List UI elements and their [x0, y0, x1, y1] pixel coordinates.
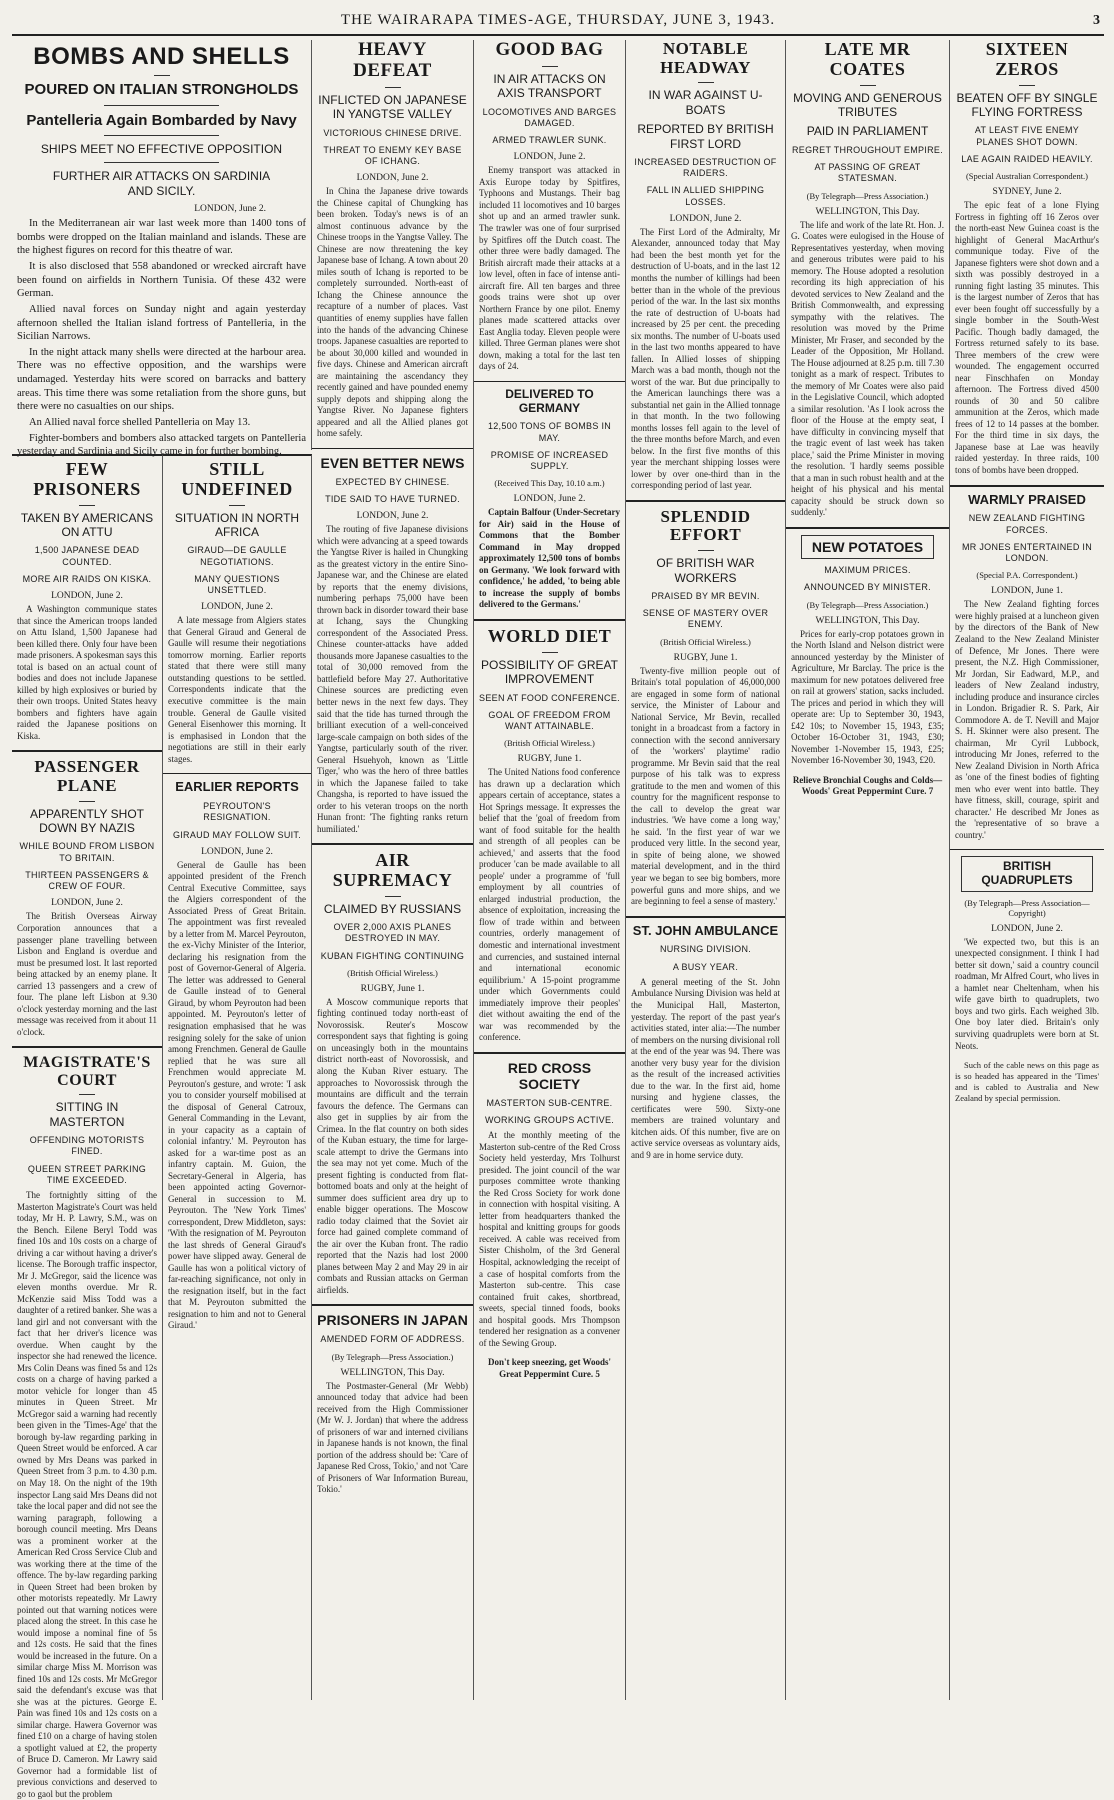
lead-para: In the night attack many shells were directed at the harbour area. There was no effective opposition, and the warships were undamaged. Yesterday hits were scored on barracks and battery areas. This time there was some retaliation from the shore guns, but there were no casualties on our ships.	[17, 346, 306, 413]
even-better-headline: EVEN BETTER NEWS	[320, 454, 465, 471]
magistrates-body: The fortnightly sitting of the Masterton Magistrate's Court was held today, Mr H. P. Lawry, S.M., was on the Bench. Eilene Beryl Todd was fined 10s and 10s costs on a charge of driving a car without having a driver's license. The Borough traffic inspector, Mr J. McGregor, said the licence was eleven months overdue. Mr R. McKenzie said Miss Todd was a daughter of a retired banker. She was a land girl and not conversant with the fact that her driver's licence was overdue. When caught by the inspector she had renewed the licence. Mrs Colin Deans was fined 5s and 12s costs on a charge of having parked a motor vehicle for longer than 45 minutes in Queen Street. Mr McGregor said a warning had recently been given in the 'Times-Age' that the borough by-law regarding parking in Queen Street would be enforced. A car owned by Mrs Deans was parked in Queen Street from 3 p.m. to 4.30 p.m. on May 18. On the night of the 19th inspector Lang said Mrs Deans did not take the local paper and did not see the warning paragraph, following a borough council meeting. Mrs Deans was a prominent worker at the American Red Cross Service Club and was working there at the time of the offence. The by-law regarding parking in Queen Street had been broken by other motorists repeatedly. Mr Lawry pointed out that warning notices were placed along the street. In this case he would impose a nominal fine of 5s and 12s costs. He said that the fines would be increased in the future. On a similar charge Miss M. Morrison was fined 10s and 12s costs. Mr McGregor said the defendant's excuse was that she was at the pictures. George E. Pain was fined 10s and 12s costs on a similar charge. Hawera Governor was fined £10 on a charge of having stolen a spotlight valued at £2, the property of Bruce D. Cameron. Mr Lawry said Governor had a formidable list of previous convictions and deserved to go to gaol but the problem	[17, 1190, 157, 1799]
column-1	[12, 454, 163, 1799]
even-better-deck-2: TIDE SAID TO HAVE TURNED.	[325, 494, 460, 504]
still-undefined-deck-3: MANY QUESTIONS UNSETTLED.	[194, 573, 280, 596]
still-undefined-deck-2: GIRAUD—DE GAULLE NEGOTIATIONS.	[187, 545, 287, 567]
lead-deck-2: Pantelleria Again Bombarded by Navy	[26, 111, 297, 129]
prisoners-japan-dateline: WELLINGTON, This Day.	[340, 1367, 445, 1378]
good-bag-headline: GOOD BAG	[495, 39, 604, 60]
late-coates-body: The life and work of the late Rt. Hon. J. G. Coates were eulogised in the House of Representatives yesterday, when moving and generous tributes were paid to his memory. The House adopted a resolution recording its high appreciation of his devoted services to New Zealand and the British Commonwealth, and expressing sympathy with the relatives. The resolution was moved by the Prime Minister, Mr Fraser, and seconded by the Leader of the Opposition, Mr Holland. The House adjourned at 8.25 p.m. till 7.30 tonight as a mark of respect. Tributes to the memory of Mr Coates were also paid in the Legislative Council, which adopted a similar resolution. 'As I look across the floor of the House at the empty seat, I have difficulty in convincing myself that the tragic event of last week has taken place,' said the Prime Minister in moving the resolution. 'I hardly seems possible that a man in such robust health and at the height of his physical and his mental capacity should be struck down so suddenly.'	[791, 219, 944, 518]
earlier-reports-body: General de Gaulle has been appointed president of the French Central Executive Committee, says the Algiers correspondent of the Associated Press of Great Britain. The appointment was first revealed by a letter from M. Marcel Peyrouton, the ex-Vichy Minister of the Interior, declaring his resignation from the post of Governor-General of Algeria. The letter was addressed to General de Gaulle instead of to General Giraud, by whom Peyrouton had been appointed. M. Peyrouton's letter of resignation emphasised that he was resigning solely for the sake of union among Frenchmen. General de Gaulle replied that he was sure all Frenchmen would appreciate M. Peyrouton's gesture, and wrote: 'I ask you to consider yourself mobilised at the disposal of General Catroux, General Commanding in the Levant, in your capacity as a captain of colonial infantry.' M. Peyrouton has asked for a war-time post as an infantry captain. M. Guion, the Secretary-General in Algeria, has been appointed acting Governor-General in succession to M. Peyrouton. The 'New York Times' correspondent, Drew Middleton, says: 'With the resignation of M. Peyrouton the last shreds of General Giraud's power have slipped away. General de Gaulle has won a political victory of far-reaching significance, not only in the resignation itself, but in the fact that M. Peyrouton submitted the resignation to him and not to General Giraud.'	[168, 859, 306, 1331]
column-2	[163, 454, 312, 1700]
air-supremacy-dateline: RUGBY, June 1.	[360, 983, 425, 994]
passenger-plane-dateline: LONDON, June 2.	[51, 898, 123, 909]
late-coates-credit: (By Telegraph—Press Association.)	[806, 190, 929, 201]
new-potatoes-credit: (By Telegraph—Press Association.)	[806, 599, 929, 610]
earlier-reports-deck-1: PEYROUTON'S RESIGNATION.	[203, 801, 271, 823]
good-bag-deck-3: ARMED TRAWLER SUNK.	[492, 135, 607, 146]
passenger-plane-deck-1: APPARENTLY SHOT DOWN BY NAZIS	[29, 806, 145, 836]
notable-headway-deck-1: IN WAR AGAINST U-BOATS	[648, 88, 763, 117]
lead-dateline: LONDON, June 2.	[194, 204, 266, 215]
air-supremacy-deck-1: CLAIMED BY RUSSIANS	[323, 901, 462, 916]
delivered-deck-2: PROMISE OF INCREASED SUPPLY.	[490, 449, 609, 472]
heavy-defeat-headline: HEAVY DEFEAT	[353, 39, 432, 81]
sixteen-zeros-deck-2: AT LEAST FIVE ENEMY PLANES SHOT DOWN.	[974, 125, 1080, 147]
good-bag-body: Enemy transport was attacked in Axis Europe today by Spitfires, Typhoons and Mustangs. Their bag included 11 locomotives and 10 barges shot up and an armed trawler sunk. The trawler was one of four surprised by Spitfires off the Dutch coast. The other three were badly damaged. The British aircraft made their attacks at a low level, often in face of intense anti-aircraft fire. All ten barges and three goods trains were shot up over Northern France by one pilot. Enemy planes made scattered attacks over East Anglia today. Eleven people were killed. Three German planes were shot down, making a total for the last ten days of 24.	[479, 165, 620, 372]
warmly-praised-deck-1: NEW ZEALAND FIGHTING FORCES.	[968, 513, 1086, 535]
quadruplets-headline: BRITISH QUADRUPLETS	[961, 856, 1093, 892]
lead-para: In the Mediterranean air war last week more than 1400 tons of bombs were dropped on the Italian mainland and islands. These are the highest figures on record for this theatre of war.	[17, 218, 306, 257]
page-number: 3	[1093, 13, 1100, 28]
few-prisoners-deck-2: 1,500 JAPANESE DEAD COUNTED.	[34, 545, 140, 567]
magistrates-deck-2: OFFENDING MOTORISTS FINED.	[29, 1135, 145, 1157]
delivered-deck-1: 12,500 TONS OF BOMBS IN MAY.	[487, 421, 612, 443]
new-potatoes-dateline: WELLINGTON, This Day.	[815, 615, 920, 626]
red-cross-body: At the monthly meeting of the Masterton sub-centre of the Red Cross Society held yesterday, Mrs Tolhurst presided. The joint council of the war purposes committee wrote thanking the Red Cross Society for work done in connection with hospital visiting. A letter from headquarters thanked the hospital and knitting groups for goods received. A cable was received from Sister Chisholm, of the 3rd General Hospital, acknowledging the receipt of a case of hospital comforts from the Masterton sub-centre. This case contained fruit cakes, shortbread, sweets, special tinned foods, books and hospital goods. Mrs Thompson tendered her resignation as a convener of the Sewing Group.	[479, 1130, 620, 1348]
quadruplets-dateline: LONDON, June 2.	[991, 923, 1063, 934]
notable-headway-body: The First Lord of the Admiralty, Mr Alexander, announced today that May had been the best month yet for the destruction of U-boats, and in the last 12 months the number of killings had been better than in the whole of the previous period of the war. In the last six months the rate of destruction of U-boats had increased by 25 per cent. the preceding six months. The number of U-boats used in the last two months appeared to have fallen. In Allied losses of shipping March was a bad month, though not the worst of the war. But due principally to the American launchings there was a substantial net gain in the Allied tonnage in that month. In the two following months losses fell again to the level of the three months before March, and even below. In the first five months of this year the merchant shipping losses were lower by over one-third than in the corresponding period of last year.	[631, 226, 780, 491]
sixteen-zeros-headline: SIXTEEN ZEROS	[985, 39, 1069, 79]
air-supremacy-deck-2: OVER 2,000 AXIS PLANES DESTROYED IN MAY.	[333, 922, 452, 944]
quadruplets-credit: (By Telegraph—Press Association—Copyright)	[964, 897, 1090, 918]
few-prisoners-headline: FEW PRISONERS	[33, 459, 141, 499]
new-potatoes-headline: NEW POTATOES	[801, 535, 934, 559]
world-diet-headline: WORLD DIET	[487, 625, 612, 646]
magistrates-deck-3: QUEEN STREET PARKING TIME EXCEEDED.	[27, 1163, 147, 1185]
notable-headway-headline: NOTABLE HEADWAY	[660, 39, 751, 77]
magistrates-headline: MAGISTRATE'S COURT	[23, 1054, 151, 1089]
world-diet-dateline: RUGBY, June 1.	[517, 754, 582, 765]
warmly-praised-headline: WARMLY PRAISED	[968, 491, 1086, 507]
lead-body	[17, 217, 306, 459]
columns	[12, 36, 1104, 1799]
earlier-reports-headline: EARLIER REPORTS	[175, 779, 299, 795]
splendid-effort-body: Twenty-five million people out of Britain's total population of 46,000,000 are engaged in some form of national service, the Minister of Labour and National Service, Mr Bevin, recalled tonight in a broadcast from a factory in connection with the second anniversary of the 'workers' playtime' radio programme. Mr Bevin said that the real purpose of his talk was to express gratitude to the men and women of this country for the magnificent response to the call to develop the great war industries. 'We have come a long way,' he said. 'In the first year of war we produced very little. In the second year, in spite of being alone, we showed material development, and in the third year we began to see big bombers, more powerful guns and more ships, and we are beginning to feel a sense of mastery.'	[631, 665, 780, 907]
red-cross-headline: RED CROSS SOCIETY	[507, 1059, 592, 1092]
st-john-body: A general meeting of the St. John Ambulance Nursing Division was held at the Municipal Hall, Masterton, yesterday. The report of the past year's activities stated, inter alia:—The number of members on the nursing divisional roll at the end of the year was 94. There was another very busy year for the division as the result of the increased activities due to the war. In the first aid, home nursing and hygiene classes, the certificates were 590. Sixty-one members are trained voluntary and kitchen aids. Of this number, five are on active service overseas as voluntary aids, and 9 are in home service duty.	[631, 976, 780, 1160]
lead-deck-3: SHIPS MEET NO EFFECTIVE OPPOSITION	[40, 141, 283, 156]
sixteen-zeros-deck-1: BEATEN OFF BY SINGLE FLYING FORTRESS	[956, 90, 1098, 119]
delivered-dateline: LONDON, June 2.	[513, 494, 586, 505]
few-prisoners-deck-1: TAKEN BY AMERICANS ON ATTU	[20, 510, 154, 539]
column-3	[312, 40, 474, 1700]
column-7	[950, 40, 1104, 1700]
late-coates-headline: LATE MR COATES	[824, 39, 911, 79]
air-supremacy-body: A Moscow communique reports that fighting continued today north-east of Novorossisk. Reuter's Moscow correspondent says that fighting is going on unceasingly both in the mountains district north-east of Novorossisk, and along the Kuban River estuary. The approaches to Novorossisk through the mountains are difficult and the terrain favours the defence. The Germans can also get in supplies by air from the Crimea. In the flat country on both sides of the Kuban estuary, the time for large-scale attempt to drive the Germans into the sea may not yet come. Much of the present fighting is conducted from flat-bottomed boats and only at the height of summer does sufficient area dry up to enable bigger operations. The Moscow radio today claimed that the Soviet air force had gained complete command of the air over the Kuban front. The radio reported that the Nazis had lost 2000 planes between May 2 and May 29 in air combats and Russian attacks on German airfields.	[317, 996, 468, 1295]
column-6	[786, 40, 950, 1700]
heavy-defeat-deck-2: VICTORIOUS CHINESE DRIVE.	[323, 127, 462, 138]
red-cross-deck-1: MASTERTON SUB-CENTRE.	[486, 1097, 613, 1108]
sixteen-zeros-deck-3: LAE AGAIN RAIDED HEAVILY.	[961, 153, 1093, 164]
passenger-plane-deck-3: THIRTEEN PASSENGERS & CREW OF FOUR.	[25, 869, 149, 892]
ad-bronchial: Relieve Bronchial Coughs and Colds—Woods' Great Peppermint Cure. 7	[792, 774, 943, 797]
new-potatoes-body: Prices for early-crop potatoes grown in the North Island and Nelson district were announced yesterday by the Minister of Agriculture, Mr Barclay. The price is the maximum for new potatoes delivered free on rail at growers' station, sacks included. The prices and period in which they will operate are: Up to September 30, 1943, £42 10s; to November 15, 1943, £35; October 16-October 31, 1943, £30; November 1-November 15, 1943, £25; November 16-November 30, 1943, £20.	[791, 628, 944, 766]
lead-para: An Allied naval force shelled Pantelleria on May 13.	[29, 417, 251, 429]
world-diet-credit: (British Official Wireless.)	[504, 738, 595, 749]
heavy-defeat-deck-1: INFLICTED ON JAPANESE IN YANGTSE VALLEY	[318, 92, 467, 122]
world-diet-body: The United Nations food conference has drawn up a declaration which appears certain of acceptance, states a Hot Springs message. It expresses the belief that the 'goal of freedom from want of food suitable for the health and strength of all peoples can be achieved,' and asserts that the food producer 'can be made available to all people' under a programme of 'full employment by all countries of enlarged industrial production, the absence of exploitation, increasing the flow of trade within and between countries, orderly management of domestic and international investment and currencies, and sustained internal and international economic equilibrium.' A 15-point programme under which Governments could immediately improve their peoples' diet without awaiting the end of the war was recommended by the conference.	[479, 767, 620, 1043]
still-undefined-body: A late message from Algiers states that General Giraud and General de Gaulle will resume their negotiations tomorrow morning. Earlier reports stated that there were still many outstanding questions to be settled. Correspondents indicate that the executive committee is the main trouble. General de Gaulle visited General Eisenhower this morning. It is emphasised in London that the negotiations are still in their early stages.	[168, 615, 306, 764]
masthead	[12, 6, 1104, 36]
good-bag-deck-1: IN AIR ATTACKS ON AXIS TRANSPORT	[493, 71, 606, 101]
late-coates-deck-3: REGRET THROUGHOUT EMPIRE.	[791, 144, 944, 155]
world-diet-deck-2: SEEN AT FOOD CONFERENCE.	[479, 692, 620, 703]
earlier-reports-deck-2: GIRAUD MAY FOLLOW SUIT.	[172, 829, 302, 840]
lead-story	[12, 40, 312, 458]
late-coates-dateline: WELLINGTON, This Day.	[815, 206, 920, 217]
prisoners-japan-credit: (By Telegraph—Press Association.)	[331, 1351, 454, 1362]
warmly-praised-dateline: LONDON, June 1.	[991, 586, 1063, 597]
air-supremacy-deck-3: KUBAN FIGHTING CONTINUING	[320, 950, 465, 961]
notable-headway-deck-2: REPORTED BY BRITISH FIRST LORD	[637, 122, 774, 151]
earlier-reports-dateline: LONDON, June 2.	[201, 846, 273, 857]
lead-deck-4: FURTHER AIR ATTACKS ON SARDINIA AND SICILY.	[52, 169, 271, 198]
red-cross-deck-2: WORKING GROUPS ACTIVE.	[484, 1115, 615, 1126]
newspaper-page	[12, 6, 1104, 1799]
splendid-effort-deck-3: SENSE OF MASTERY OVER ENEMY.	[642, 608, 769, 630]
few-prisoners-body: A Washington communique states that since the American troops landed on Attu Island, 1,500 Japanese had been killed there. Only four have been made prisoners. A spokesman says this total is based on an actual count of bodies and does not include Japanese killed by high explosives or buried by their own troops. United States heavy bombers and fighters have again raided the Japanese positions on Kiska.	[17, 604, 157, 741]
splendid-effort-headline: SPLENDID EFFORT	[660, 506, 751, 545]
quadruplets-body: 'We expected two, but this is an unexpected consignment. I think I had better sit down,' said a country council roadman, Mr Alfred Court, who lives in a hamlet near Cheltenham, when his wife gave birth to quadruplets, two boys and two girls. Each weighed 3lb. One boy later died. Britain's only surviving quadruplets were born at St. Neots.	[955, 936, 1099, 1051]
heavy-defeat-dateline: LONDON, June 2.	[356, 173, 429, 184]
delivered-headline: DELIVERED TO GERMANY	[505, 386, 594, 415]
splendid-effort-dateline: RUGBY, June 1.	[673, 652, 738, 663]
world-diet-deck-3: GOAL OF FREEDOM FROM WANT ATTAINABLE.	[488, 709, 611, 732]
passenger-plane-headline: PASSENGER PLANE	[34, 757, 140, 795]
still-undefined-headline: STILL UNDEFINED	[181, 459, 293, 499]
delivered-credit: (Received This Day, 10.10 a.m.)	[494, 478, 605, 489]
prisoners-japan-headline: PRISONERS IN JAPAN	[317, 1312, 468, 1329]
even-better-dateline: LONDON, June 2.	[356, 511, 429, 522]
warmly-praised-deck-2: MR JONES ENTERTAINED IN LONDON.	[961, 541, 1093, 564]
lead-deck-1: POURED ON ITALIAN STRONGHOLDS	[24, 81, 299, 99]
late-coates-deck-4: AT PASSING OF GREAT STATESMAN.	[814, 162, 921, 184]
column-5	[626, 40, 786, 1700]
passenger-plane-deck-2: WHILE BOUND FROM LISBON TO BRITAIN.	[19, 841, 155, 863]
column-4	[474, 40, 626, 1700]
late-coates-deck-2: PAID IN PARLIAMENT	[806, 124, 929, 139]
lead-headline: BOMBS AND SHELLS	[33, 43, 290, 70]
sixteen-zeros-credit: (Special Australian Correspondent.)	[965, 171, 1089, 182]
st-john-headline: ST. JOHN AMBULANCE	[632, 922, 779, 938]
footer-note: Such of the cable news on this page as is so headed has appeared in the 'Times' and is cabled to Australia and New Zealand by special permission.	[955, 1060, 1099, 1103]
warmly-praised-body: The New Zealand fighting forces were highly praised at a luncheon given by the directors of the Bank of New Zealand to the New Zealand Minister of Defence, Mr Jones. There were present, the N.Z. High Commissioner, Mr Jordan, Sir Eadward, M.P., and leaders of New Zealand industry, including produce and insurance circles in London. Brigadier R. S. Park, Air Commodore A. de T. Nevill and Major S. H. Skinner were also present. The chairman, Mr Cyril Lubbock, introducing Mr Jones, referred to the New Zealand Division in North Africa as 'one of the finest bodies of fighting men who ever went into battle. They have fitness, skill, courage, spirit and character.' He described Mr Jones as the 'representative of so brave a country.'	[955, 599, 1099, 840]
notable-headway-dateline: LONDON, June 2.	[669, 213, 742, 224]
still-undefined-deck-1: SITUATION IN NORTH AFRICA	[174, 510, 300, 539]
splendid-effort-deck-1: OF BRITISH WAR WORKERS	[656, 556, 755, 585]
warmly-praised-credit: (Special P.A. Correspondent.)	[976, 570, 1078, 581]
heavy-defeat-body: In China the Japanese drive towards the Chinese capital of Chungking has been broken. Today's news is of an almost continuous advance by the Chinese troops in the Yangtse Valley. The Chinese are now threatening the key Japanese base of Ichang. A town about 20 miles south of Ichang is reported to be completely surrounded. North-east of Ichang the Chinese announce the recapture of a number of places. Vast quantities of enemy supplies have fallen into the hands of the advancing Chinese troops. Japanese casualties are reported to be about 30,000 killed and wounded in five days. Chinese and American aircraft are maintaining the ascendancy they recently gained and have pounded enemy supply depots and shipping along the Yangtse River. No Japanese fighters appeared and all the Allied planes got home safely.	[317, 186, 468, 439]
good-bag-deck-2: LOCOMOTIVES AND BARGES DAMAGED.	[482, 106, 617, 128]
few-prisoners-dateline: LONDON, June 2.	[51, 591, 123, 602]
lead-para: Fighter-bombers and bombers also attacked targets on Pantelleria yesterday and Sardinia and Sicily came in for further bombing.	[17, 432, 306, 458]
masthead-title: THE WAIRARAPA TIMES-AGE, THURSDAY, JUNE 3, 1943.	[340, 11, 776, 28]
air-supremacy-headline: AIR SUPREMACY	[332, 850, 453, 890]
splendid-effort-credit: (British Official Wireless.)	[660, 636, 751, 647]
lead-para: It is also disclosed that 558 abandoned or wrecked aircraft have been found on airfields in Northern Tunisia. Of these 432 were German.	[17, 260, 306, 300]
splendid-effort-deck-2: PRAISED BY MR BEVIN.	[651, 590, 760, 601]
prisoners-japan-body: The Postmaster-General (Mr Webb) announced today that advice had been received from the High Commissioner (Mr W. J. Jordan) that where the address of prisoners of war and interned civilians in Japanese hands is not known, the final portion of the address should be: 'Care of Japanese Red Cross, Tokio,' and not 'Care of Prisoners of War Information Bureau, Tokio.'	[317, 1380, 468, 1495]
air-supremacy-credit: (British Official Wireless.)	[347, 967, 438, 978]
heavy-defeat-deck-3: THREAT TO ENEMY KEY BASE OF ICHANG.	[323, 144, 462, 167]
notable-headway-deck-4: FALL IN ALLIED SHIPPING LOSSES.	[646, 185, 765, 207]
late-coates-deck-1: MOVING AND GENEROUS TRIBUTES	[793, 90, 942, 119]
delivered-body: Captain Balfour (Under-Secretary for Air) said in the House of Commons that the Bomber Command in May dropped approximately 12,500 tons of bombs on Germany. 'We look forward with confidence,' he added, 'to being able to increase the supply of bombs delivered to the Germans.'	[479, 507, 620, 610]
st-john-deck-1: NURSING DIVISION.	[659, 944, 752, 955]
sixteen-zeros-dateline: SYDNEY, June 2.	[992, 187, 1062, 198]
new-potatoes-deck-2: ANNOUNCED BY MINISTER.	[804, 582, 931, 593]
even-better-body: The routing of five Japanese divisions which were advancing at a speed towards the Yangtse River is hailed in Chungking as the greatest victory in the entire Sino-Japanese war, and the Chinese are elated by reports that the enemy divisions, numbering perhaps 75,000 have been thrown back in disorder toward their base at Ichang, says the Chungking correspondent of the Associated Press. Chinese counter-attacks have added thousands more Japanese casualties to the total of 30,000 removed from the battlefield before May 27. Authoritative Chinese sources are predicting even better news in the next few days. They said that the tide has turned through the brilliant execution of a well-conceived large-scale campaign on both sides of the Yangtse, particularly south of the river. General Hsuehyoh, known as 'Little Tiger,' who was the hero of three battles in which the Japanese failed to take Changsha, is reported to have issued the order to his veteran troops on the north Hunan front: 'The fighting ranks return humiliated.'	[317, 524, 468, 834]
good-bag-dateline: LONDON, June 2.	[513, 152, 586, 163]
passenger-plane-body: The British Overseas Airway Corporation announces that a passenger plane travelling between Lisbon and England is overdue and must be presumed lost. It last reported being attacked by an enemy plane. It carried 13 passengers and a crew of four. The plane left Lisbon at 9.30 o'clock yesterday morning and the last message was received from it about 11 o'clock.	[17, 911, 157, 1037]
few-prisoners-deck-3: MORE AIR RAIDS ON KISKA.	[22, 573, 152, 584]
lead-para: Allied naval forces on Sunday night and again yesterday afternoon shelled the Italian island fortress of Pantelleria, in the Sicilian Narrows.	[17, 303, 306, 343]
still-undefined-dateline: LONDON, June 2.	[201, 602, 273, 613]
ad-peppermint: Don't keep sneezing, get Woods' Great Peppermint Cure. 5	[487, 1357, 612, 1379]
notable-headway-deck-3: INCREASED DESTRUCTION OF RAIDERS.	[634, 156, 777, 179]
magistrates-deck-1: SITTING IN MASTERTON	[49, 1100, 125, 1129]
prisoners-japan-deck-1: AMENDED FORM OF ADDRESS.	[320, 1334, 465, 1345]
sixteen-zeros-body: The epic feat of a lone Flying Fortress in fighting off 16 Zeros over the north-east New Guinea coast is the highlight of General MacArthur's communique today. Five of the Japanese fighters were shot down and a sixth was possibly destroyed in a running fight lasting 35 minutes. This is the largest number of Zeros that has ever been fought off successfully by a single bomber in the South-West Pacific. Though badly damaged, the Fortress returned safely to its base. Three members of the crew were wounded. The engagement occurred near Finschhafen on Monday afternoon. The Fortress dived 4500 rounds of 30 and 50 calibre ammunition at the Zeros, which made frees of 12 to 14 passes at the bomber. For the third time in six days, the Japanese base at Lae was heavily raided yesterday. In three raids, 100 tons of bombs have been dropped.	[955, 200, 1099, 475]
even-better-deck-1: EXPECTED BY CHINESE.	[335, 476, 450, 487]
new-potatoes-deck-1: MAXIMUM PRICES.	[824, 565, 911, 576]
st-john-deck-2: A BUSY YEAR.	[672, 961, 739, 972]
world-diet-deck-1: POSSIBILITY OF GREAT IMPROVEMENT	[481, 657, 618, 687]
